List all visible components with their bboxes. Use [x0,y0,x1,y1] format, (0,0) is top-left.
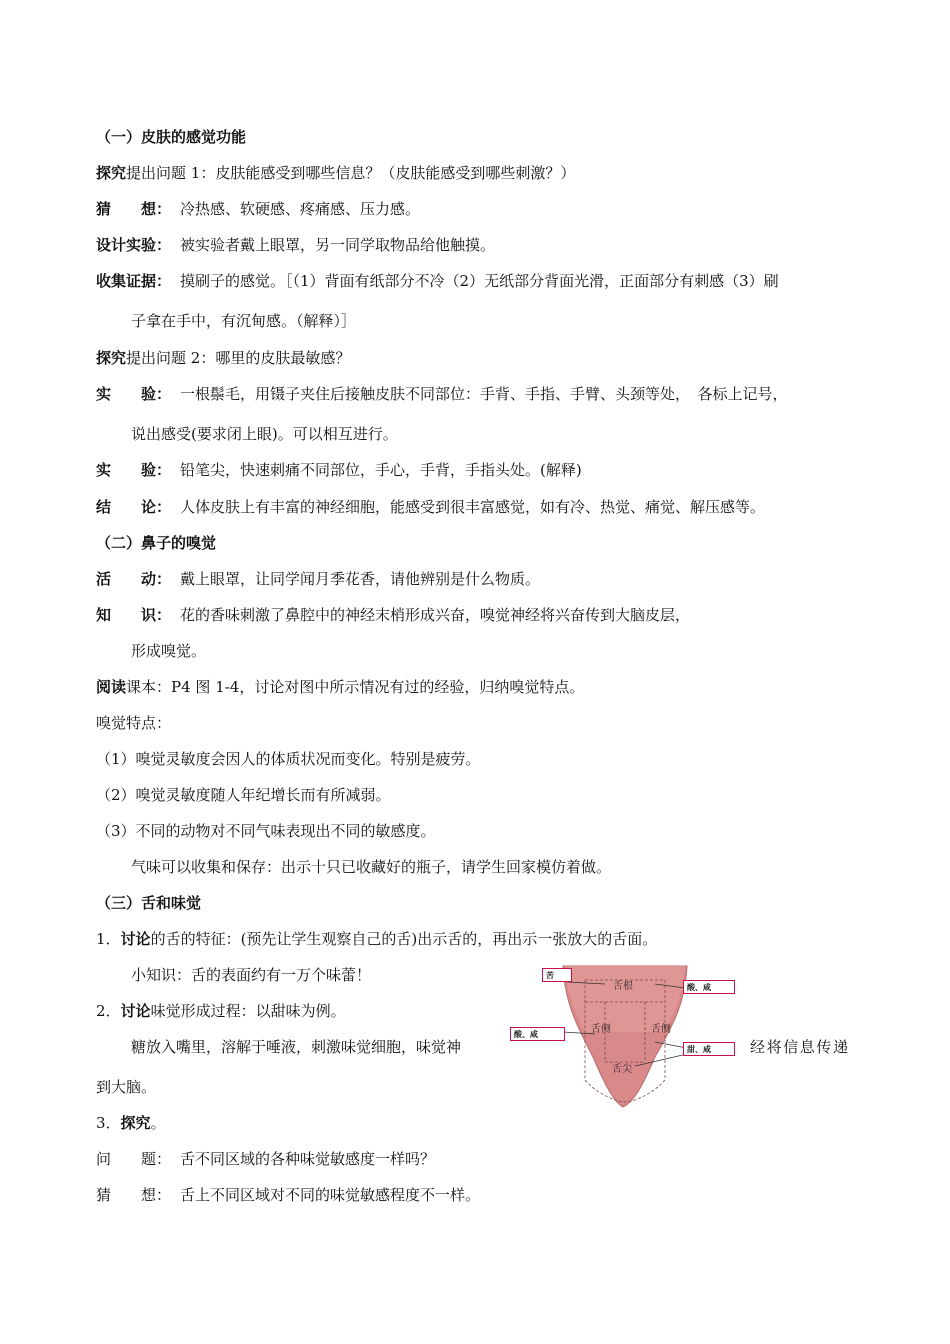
smell-storage-line: 气味可以收集和保存：出示十只已收藏好的瓶子，请学生回家模仿着做。 [131,858,612,876]
activity-line: 活 动： 戴上眼罩，让同学闻月季花香，请他辨别是什么物质。 [96,570,541,588]
label-side-left: 舌侧 [591,1024,611,1035]
section-title-nose: （二）鼻子的嗅觉 [96,534,217,552]
smell-feature-3: （3）不同的动物对不同气味表现出不同的敏感度。 [96,822,436,840]
knowledge-line-2: 形成嗅觉。 [131,642,207,660]
hypothesis-line: 猜 想： 舌上不同区域对不同的味觉敏感程度不一样。 [96,1186,481,1204]
item-3: 3．探究。 [96,1114,166,1132]
smell-feature-2: （2）嗅觉灵敏度随人年纪增长而有所减弱。 [96,786,391,804]
sugar-line-a: 糖放入嘴里，溶解于唾液，刺激味觉细胞，味觉神 [131,1038,462,1056]
smell-features-title: 嗅觉特点： [96,714,172,732]
conclusion-line: 结 论： 人体皮肤上有丰富的神经细胞，能感受到很丰富感觉，如有冷、热觉、痛觉、解压感等。 [96,498,766,516]
answer-box-sour-salty-right: 酸、咸 [683,980,735,994]
sugar-line-c: 到大脑。 [96,1078,157,1096]
answer-box-sweet-salty: 甜、咸 [683,1042,735,1056]
label-tip: 舌尖 [612,1064,632,1075]
sugar-line-b: 经将信息传递 [750,1038,850,1056]
knowledge-line: 知 识： 花的香味刺激了鼻腔中的神经末梢形成兴奋，嗅觉神经将兴奋传到大脑皮层， [96,606,691,624]
inquiry-1: 探究提出问题 1：皮肤能感受到哪些信息？（皮肤能感受到哪些刺激？） [96,164,576,182]
design-line: 设计实验： 被实验者戴上眼罩，另一同学取物品给他触摸。 [96,236,496,254]
answer-box-sour-salty-left: 酸、咸 [510,1027,565,1041]
evidence-line-2: 子拿在手中，有沉甸感。（解释）］ [131,312,357,330]
inquiry-2: 探究提出问题 2：哪里的皮肤最敏感？ [96,349,351,367]
tongue-figure [505,962,745,1112]
label-side-right: 舌侧 [651,1024,671,1035]
reading-line: 阅读课本：P4 图 1-4，讨论对图中所示情况有过的经验，归纳嗅觉特点。 [96,678,585,696]
experiment-2: 实 验： 铅笔尖，快速刺痛不同部位，手心，手背，手指头处。(解释) [96,461,582,479]
evidence-line: 收集证据： 摸刷子的感觉。［（1）背面有纸部分不冷（2）无纸部分背面光滑，正面部分有刺感（3）刷 [96,272,779,290]
experiment-1: 实 验： 一根鬃毛，用镊子夹住后接触皮肤不同部位：手背、手指、手臂、头颈等处， 各标上记号， [96,385,788,403]
section-title-tongue: （三）舌和味觉 [96,894,202,912]
question-line: 问 题： 舌不同区域的各种味觉敏感度一样吗？ [96,1150,436,1168]
section-title-skin: （一）皮肤的感觉功能 [96,128,247,146]
guess-line: 猜 想： 冷热感、软硬感、疼痛感、压力感。 [96,200,421,218]
tip-line: 小知识：舌的表面约有一万个味蕾！ [131,966,372,984]
label-root: 舌根 [613,981,633,992]
answer-box-bitter: 苦 [542,968,572,982]
item-1: 1．讨论的舌的特征：(预先让学生观察自己的舌)出示舌的，再出示一张放大的舌面。 [96,930,658,948]
experiment-1-line-2: 说出感受(要求闭上眼)。可以相互进行。 [131,425,398,443]
item-2: 2．讨论味觉形成过程：以甜味为例。 [96,1002,346,1020]
smell-feature-1: （1）嗅觉灵敏度会因人的体质状况而变化。特别是疲劳。 [96,750,481,768]
